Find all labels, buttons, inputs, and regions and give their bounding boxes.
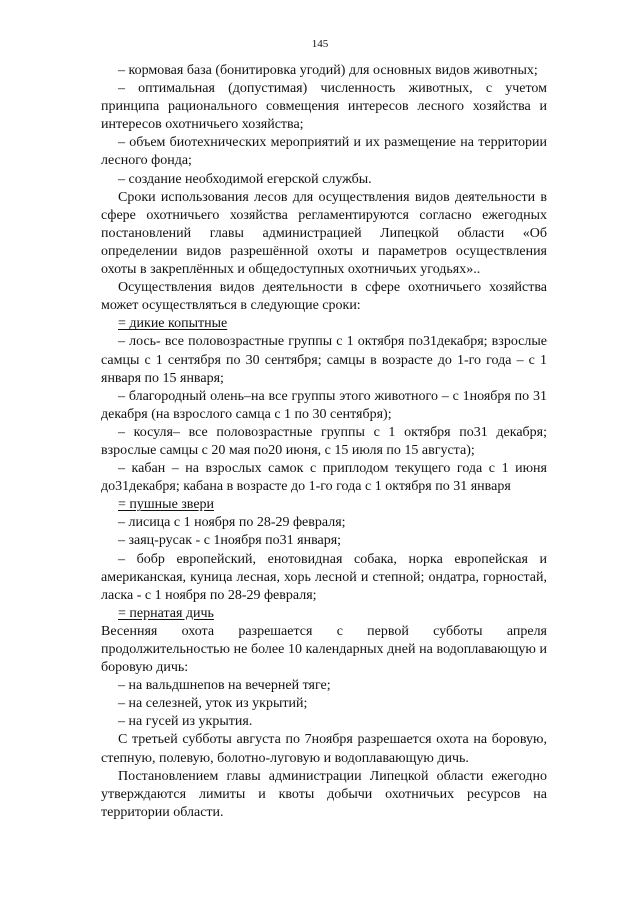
heading-feathered-game-text: = пернатая дичь (118, 605, 214, 621)
paragraph-red-deer: – благородный олень–на все группы этого животного – с 1ноября по 31 декабря (на взрослого самца с 1 по 30 сентября); (101, 388, 547, 422)
paragraph-forage-base: – кормовая база (бонитировка угодий) для основных видов животных; (118, 63, 538, 78)
paragraph-wild-boar: – кабан – на взрослых самок с приплодом текущего года с 1 июня до31декабря; кабана в возрасте до 1-го года с 1 октября по 31 января (101, 461, 547, 495)
heading-feathered-game (101, 605, 547, 623)
page-number: 145 (311, 38, 329, 50)
paragraph-hunting-periods-intro: Осуществления видов деятельности в сфере охотничьего хозяйства может осуществляться в следующие сроки: (101, 280, 547, 314)
paragraph-biotechnical-measures: – объем биотехнических мероприятий и их размещение на территории лесного фонда; (101, 135, 547, 169)
paragraph-forest-use-terms: Сроки использования лесов для осуществления видов деятельности в сфере охотничьего хозяйства регламентируются согласно ежегодных постановлений главы администрацией Липецкой области «Об определении видов разрешённой охоты и параметров осуществления охоты в закреплённых и общедоступных охотничьих угодьях».. (101, 189, 547, 278)
paragraph-woodcock: – на вальдшнепов на вечерней тяге; (118, 678, 331, 694)
paragraph-optimal-population: – оптимальная (допустимая) численность животных, с учетом принципа рационального совмещения интересов лесного хозяйства и интересов охотничьего хозяйства; (101, 81, 547, 133)
paragraph-drakes-ducks: – на селезней, уток из укрытий; (118, 696, 308, 712)
paragraph-geese: – на гусей из укрытия. (118, 714, 253, 730)
paragraph-game-warden-service: – создание необходимой егерской службы. (118, 171, 372, 187)
paragraph-august-hunting: С третьей субботы августа по 7ноября разрешается охота на боровую, степную, полевую, болотно-луговую и водоплавающую дичь. (101, 732, 547, 766)
body-text (101, 62, 547, 822)
paragraph-fox: – лисица с 1 ноября по 28-29 февраля; (118, 515, 346, 531)
paragraph-hare: – заяц-русак - с 1ноября по31 января; (118, 533, 342, 549)
paragraph-limits-quotas: Постановлением главы администрации Липецкой области ежегодно утверждаются лимиты и квоты добычи охотничьих ресурсов на территории области. (101, 768, 547, 820)
heading-ungulates (101, 315, 547, 333)
heading-ungulates-text: = дикие копытные (118, 316, 228, 332)
paragraph-beaver-and-others: – бобр европейский, енотовидная собака, норка европейская и американская, куница лесная, хорь лесной и степной; ондатра, горностай, ласка - с 1 ноября по 28-29 февраля; (101, 551, 547, 603)
heading-fur-animals-text: = пушные звери (118, 497, 215, 513)
paragraph-roe-deer: – косуля– все половозрастные группы с 1 октября по31 декабря; взрослые самцы с 20 мая по20 июня, с 15 июля по 15 августа); (101, 424, 547, 458)
paragraph-moose: – лось- все половозрастные группы с 1 октября по31декабря; взрослые самцы с 1 сентября по 30 сентября; самцы в возрасте до 1-го года – с 1 января по 15 января; (101, 334, 547, 386)
paragraph-spring-hunting: Весенняя охота разрешается с первой субботы апреля продолжительностью не более 10 календарных дней на водоплавающую и боровую дичь: (101, 623, 547, 676)
heading-fur-animals (101, 496, 547, 514)
